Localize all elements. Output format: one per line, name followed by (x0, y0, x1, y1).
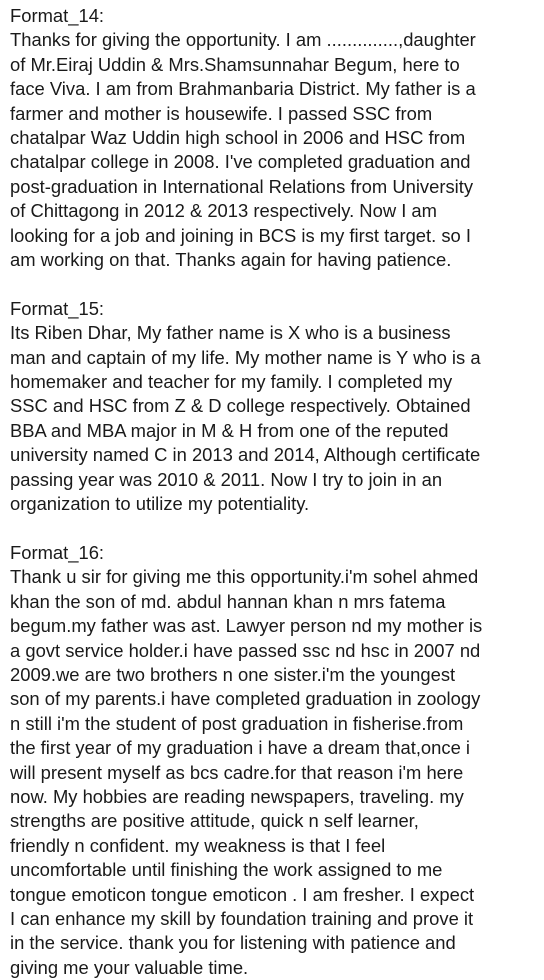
text-line: I can enhance my skill by foundation training and prove it (10, 908, 474, 929)
text-line: son of my parents.i have completed graduation in zoology (10, 688, 481, 710)
text-line: friendly n confident. my weakness is that I feel (10, 834, 386, 856)
format-16-section (10, 541, 536, 980)
section-heading: Format_14: (10, 5, 105, 26)
format-15-section (10, 297, 536, 517)
text-line: n still i'm the student of post graduation in fisherise.from (10, 712, 464, 734)
section-heading: Format_15: (10, 297, 105, 319)
text-line: the first year of my graduation i have a dream that,once i (10, 737, 471, 759)
text-line: of Chittagong in 2012 & 2013 respectively. Now I am (10, 200, 437, 222)
format-14-section (10, 4, 536, 272)
section-heading: Format_16: (10, 541, 105, 563)
text-line: of Mr.Eiraj Uddin & Mrs.Shamsunnahar Begum, here to (10, 53, 460, 75)
text-line: Its Riben Dhar, My father name is X who is a business (10, 322, 451, 344)
text-line: man and captain of my life. My mother name is Y who is a (10, 346, 481, 368)
text-line: uncomfortable until finishing the work assigned to me (10, 859, 443, 881)
text-line: chatalpar college in 2008. I've completed graduation and (10, 151, 471, 173)
text-line: looking for a job and joining in BCS is my first target. so I (10, 224, 472, 246)
text-line: begum.my father was ast. Lawyer person nd my mother is (10, 615, 483, 637)
text-line: khan the son of md. abdul hannan khan n mrs fatema (10, 590, 446, 612)
text-line: BBA and MBA major in M & H from one of the reputed (10, 419, 449, 441)
text-line: passing year was 2010 & 2011. Now I try to join in an (10, 468, 443, 490)
text-line: face Viva. I am from Brahmanbaria District. My father is a (10, 78, 476, 100)
text-line: organization to utilize my potentiality. (10, 493, 310, 515)
text-line: giving me your valuable time. (10, 956, 249, 978)
text-line: a govt service holder.i have passed ssc nd hsc in 2007 nd (10, 639, 481, 661)
text-line: Thanks for giving the opportunity. I am ..............,daughter (10, 29, 476, 51)
text-line: 2009.we are two brothers n one sister.i'm the youngest (10, 663, 456, 685)
text-line: now. My hobbies are reading newspapers, traveling. my (10, 785, 464, 807)
text-line: farmer and mother is housewife. I passed SSC from (10, 102, 433, 124)
text-line: chatalpar Waz Uddin high school in 2006 and HSC from (10, 127, 466, 149)
text-line: will present myself as bcs cadre.for that reason i'm here (10, 761, 464, 783)
text-line: Thank u sir for giving me this opportunity.i'm sohel ahmed (10, 566, 479, 588)
text-line: in the service. thank you for listening with patience and (10, 932, 456, 954)
text-line: university named C in 2013 and 2014, Although certificate (10, 444, 481, 466)
text-line: post-graduation in International Relations from University (10, 175, 474, 197)
text-line: homemaker and teacher for my family. I completed my (10, 371, 453, 393)
text-line: am working on that. Thanks again for having patience. (10, 249, 452, 271)
text-line: SSC and HSC from Z & D college respectively. Obtained (10, 395, 471, 417)
text-line: tongue emoticon tongue emoticon . I am fresher. I expect (10, 883, 475, 905)
text-line: strengths are positive attitude, quick n self learner, (10, 810, 419, 832)
